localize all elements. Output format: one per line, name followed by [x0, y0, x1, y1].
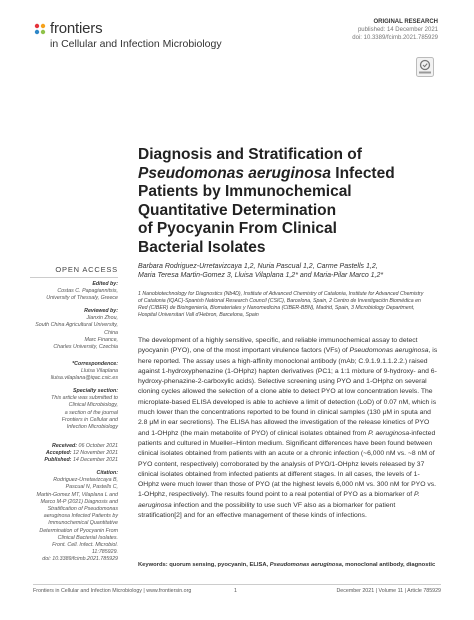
affiliation-line: Red (CIBER) de Bioingeniería, Biomateriales y Nanomedicina (CIBER-BBN), Madrid, Spain, 3 Microbiology Department,	[138, 305, 415, 311]
author-list	[138, 262, 438, 280]
specialty-text: a section of the journal	[64, 409, 118, 416]
affiliations	[138, 291, 438, 319]
received-row	[30, 443, 118, 450]
reviewed-by	[30, 308, 118, 351]
citation-text: Marco M-P (2021) Diagnosis and	[40, 498, 118, 505]
correspondence-heading: *Correspondence:	[72, 361, 118, 367]
article-title	[138, 146, 438, 258]
edited-by-heading: Edited by:	[92, 281, 118, 287]
abstract-text: The development of a highly sensitive, specific, and reliable immunochemical assay to detect pyocyanin (PYO), one of the most important virulence factors (VFs) of	[138, 337, 418, 355]
divider	[30, 277, 118, 278]
article-meta	[352, 18, 438, 42]
footer-journal[interactable]: Frontiers in Cellular and Infection Microbiology | www.frontiersin.org	[33, 588, 192, 594]
reviewer-affiliation: South China Agricultural University,	[35, 322, 118, 329]
citation-text: Clinical Bacterial Isolates.	[57, 534, 118, 541]
reviewer-affiliation: Charles University, Czechia	[53, 344, 118, 351]
citation-text: Determination of Pyocyanin From	[39, 527, 118, 534]
specialty-text: Frontiers in Cellular and	[61, 416, 118, 423]
citation	[30, 470, 118, 564]
accepted-row	[30, 450, 118, 457]
open-access-label: OPEN ACCESS	[55, 265, 118, 274]
accepted-date: 12 November 2021	[72, 450, 118, 457]
reviewer-name: Jianxin Zhou,	[86, 315, 118, 322]
keywords-text: Keywords: quorum sensing, pyocyanin, ELISA,	[138, 562, 270, 568]
abstract-text: -infected patients and cultured in Mueller–Hinton medium. Significant differences have been found between clinical isolates obtained from patients with an acute or a chronic infection (~6,000 nM vs. ~8 nM of PYO content, respectively) corroborated by the analysis of PYO/1-OHphz levels released by 37 clinical isolates obtained from infected patients at different stages. In all cases, the levels of 1-OHphz were much lower than those of PYO (at the highest levels 6,000 nM vs. 300 nM for PYO vs. 1-OHphz, respectively). The results found point to a real potential of PYO as a biomarker of	[138, 429, 437, 499]
specialty-heading: Specialty section:	[72, 388, 118, 394]
abstract-species: P. aeruginosa	[138, 491, 420, 509]
specialty-text: This article was submitted to	[51, 395, 118, 402]
page-number: 1	[234, 588, 237, 594]
title-line: Diagnosis and Stratification of	[138, 146, 362, 163]
abstract-species: P. aeruginosa	[368, 429, 410, 437]
citation-heading: Citation:	[96, 470, 118, 476]
published-date: 14 December 2021	[72, 457, 118, 464]
specialty-text: Clinical Microbiology,	[68, 402, 118, 409]
title-line: Quantitative Determination	[138, 201, 337, 219]
citation-text: Martin-Gomez MT, Vilaplana L and	[36, 491, 118, 498]
abstract-species: Pseudomonas aeruginosa	[349, 347, 429, 355]
correspondence	[30, 361, 118, 383]
title-species: Pseudomonas aeruginosa	[138, 164, 331, 182]
keywords	[138, 562, 438, 568]
title-line: of Pyocyanin From Clinical	[138, 220, 337, 238]
brand-name: frontiers	[50, 20, 103, 37]
title-line: Bacterial Isolates	[138, 238, 266, 256]
received-label: Received:	[52, 443, 78, 449]
citation-text: Rodriguez-Urretavizcaya B,	[53, 477, 118, 484]
journal-name: in Cellular and Infection Microbiology	[50, 38, 222, 50]
keywords-text: , monoclonal antibody, diagnostic	[341, 562, 436, 568]
abstract	[138, 336, 438, 521]
editor-name: Costas C. Papagiannitsis,	[57, 288, 118, 295]
specialty-text: Infection Microbiology	[66, 424, 118, 431]
accepted-label: Accepted:	[45, 450, 72, 457]
correspondent-email[interactable]: lluisa.vilaplana@iqac.csic.es	[50, 375, 118, 382]
abstract-text: , is here reported. The assay uses a high-affinity monoclonal antibody (mAb; C.9.1.9.1.1.2.2.) raised against 1-hydroxyphenazine (1-OHphz) hapten derivatives (PC1; a 1:1 mixture of 9-hydroxy- and 6-hydroxy-phenazine-2-carboxylic acids). Selective screening using PYO and 1-OHphz on several cloning cycles allowed the selection of a clone able to detect PYO at low concentration levels. The microplate-based ELISA developed is able to achieve a limit of detection (LoD) of 0.07 nM, which is much lower than the concentrations reported to be found in clinical samples (130 μM in sputa and 2.8 μM in ear secretions). The ELISA has allowed the investigation of the release kinetics of PYO and 1-OHphz (the main metabolite of PYO) of clinical isolates obtained from	[138, 347, 438, 437]
affiliation-line: Hospital Universitari Vall d'Hebron, Barcelona, Spain	[138, 312, 259, 318]
title-line	[138, 165, 438, 184]
specialty-section	[30, 388, 118, 431]
citation-text: Immunochemical Quantitative	[48, 520, 118, 527]
received-date: 06 October 2021	[78, 443, 118, 449]
author-line[interactable]: Maria Teresa Martin-Gomez 3, Lluisa Vilaplana 1,2* and Maria-Pilar Marco 1,2*	[138, 272, 384, 279]
dates	[30, 443, 118, 465]
frontiers-logo-icon	[33, 22, 47, 36]
footer-divider	[33, 584, 441, 585]
reviewer-affiliation: China	[104, 329, 118, 336]
check-for-updates-icon[interactable]	[416, 57, 434, 77]
title-line-rest: Infected	[330, 164, 395, 182]
published-label: Published:	[44, 457, 72, 464]
citation-text: Front. Cell. Infect. Microbiol. 11:785929.	[52, 542, 118, 556]
citation-text: aeruginosa Infected Patients by	[43, 513, 118, 520]
affiliation-line: of Catalonia (IQAC)-Spanish National Research Council (CSIC), Barcelona, Spain, 2 Centro de Investigación Biomédica en	[138, 298, 421, 304]
edited-by	[30, 281, 118, 303]
reviewed-by-heading: Reviewed by:	[84, 308, 118, 314]
author-line[interactable]: Barbara Rodriguez-Urretavizcaya 1,2, Nuria Pascual 1,2, Carme Pastells 1,2,	[138, 263, 378, 270]
abstract-paragraph	[138, 336, 438, 521]
keywords-species: Pseudomonas aeruginosa	[269, 562, 342, 568]
footer-issue: December 2021 | Volume 11 | Article 785929	[336, 588, 441, 594]
doi-link[interactable]: doi: 10.3389/fcimb.2021.785929	[352, 35, 438, 41]
article-type: ORIGINAL RESEARCH	[373, 19, 438, 25]
correspondent-name: Lluisa Vilaplana	[80, 368, 118, 375]
editor-affiliation: University of Thessaly, Greece	[46, 295, 118, 302]
affiliation-line: 1 Nanobiotechnology for Diagnostics (Nb4D), Institute of Advanced Chemistry of Catalonia, Institute for Advanced Chemistry	[138, 291, 424, 297]
title-line: Patients by Immunochemical	[138, 183, 352, 201]
published-row	[30, 457, 118, 464]
citation-text: Stratification of Pseudomonas	[47, 506, 118, 513]
abstract-text: infection and the possibility to use such VF also as a biomarker for patient stratification[2] and for an effective management of these kinds of infections.	[138, 501, 396, 520]
citation-text: Pascual N, Pastells C,	[65, 484, 118, 491]
citation-doi[interactable]: doi: 10.3389/fcimb.2021.785929	[42, 556, 118, 563]
journal-logo[interactable]	[33, 20, 293, 52]
published-date: published: 14 December 2021	[357, 27, 438, 33]
reviewer-name: Marc Finance,	[84, 336, 118, 343]
